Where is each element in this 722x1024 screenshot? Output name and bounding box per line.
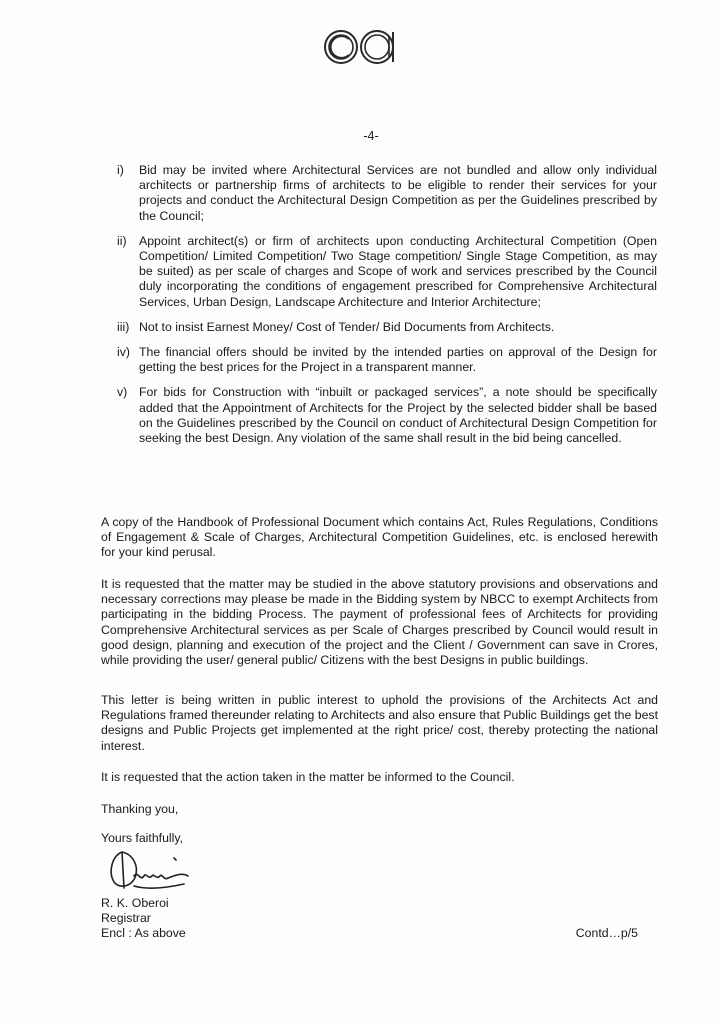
condition-number: v) [117, 385, 128, 400]
condition-number: i) [117, 163, 124, 177]
condition-text: The financial offers should be invited by the intended parties on approval of the Design for getting the best prices for the Project in a transparent manner. [139, 345, 657, 375]
condition-item [117, 163, 657, 224]
page-number: -4- [363, 129, 379, 143]
condition-item [117, 320, 657, 335]
handwritten-signature [104, 846, 200, 898]
condition-text: Appoint architect(s) or firm of architects upon conducting Architectural Competition (Open Competition/ Limited Competition/ Two Stage competition/ Single Stage Competition, as may be suited) as per scale of charges and Scope of work and services prescribed by the Council duly incorporating the conditions of engagement prescribed for Comprehensive Architectural Services, Urban Design, Landscape Architecture and Interior Architecture; [139, 233, 657, 309]
conditions-list [117, 163, 657, 456]
action-request-paragraph: It is requested that the action taken in the matter be informed to the Council. [101, 770, 515, 784]
handbook-paragraph: A copy of the Handbook of Professional Document which contains Act, Rules Regulations, Conditions of Engagement & Scale of Charges, Architectural Competition Guidelines, etc. is enclosed herewith for your kind perusal. [101, 515, 658, 560]
enclosure-note: Encl : As above [101, 926, 186, 940]
condition-item [117, 234, 657, 310]
condition-item [117, 345, 657, 375]
continued-note: Contd…p/5 [575, 926, 638, 940]
request-paragraph: It is requested that the matter may be studied in the above statutory provisions and observations and necessary corrections may please be made in the Bidding system by NBCC to exempt Architects from participating in the bidding Process. The payment of professional fees of Architects for providing Comprehensive Architectural services as per Scale of Charges prescribed by Council would result in good design, planning and execution of the project and the Client / Government can save in Crores, while providing the user/ general public/ Citizens with the best Designs in public buildings. [101, 577, 658, 668]
condition-number: iv) [117, 345, 130, 360]
closing-salutation: Yours faithfully, [101, 831, 184, 845]
condition-text: Bid may be invited where Architectural Services are not bundled and allow only individual architects or partnership firms of architects to be eligible to render their services for your projects and conduct the Architectural Design Competition as per the Guidelines prescribed by the Council; [139, 163, 657, 223]
closing-thanks: Thanking you, [101, 802, 179, 816]
condition-number: ii) [117, 233, 127, 248]
signatory-title: Registrar [101, 911, 151, 925]
condition-number: iii) [117, 319, 130, 334]
condition-text: Not to insist Earnest Money/ Cost of Tender/ Bid Documents from Architects. [139, 319, 555, 334]
condition-text: For bids for Construction with “inbuilt or packaged services”, a note should be specifically added that the Appointment of Architects for the Project by the selected bidder shall be based on the Guidelines prescribed by the Council on conduct of Architectural Design Competition for seeking the best Design. Any violation of the same shall result in the bid being cancelled. [139, 385, 657, 446]
condition-item [117, 385, 657, 446]
public-interest-paragraph: This letter is being written in public interest to uphold the provisions of the Architects Act and Regulations framed thereunder relating to Architects and also ensure that Public Buildings get the best designs and Public Projects get implemented at the right price/ cost, thereby protecting the national interest. [101, 693, 658, 753]
signatory-name: R. K. Oberoi [101, 896, 169, 910]
council-logo [322, 28, 412, 66]
